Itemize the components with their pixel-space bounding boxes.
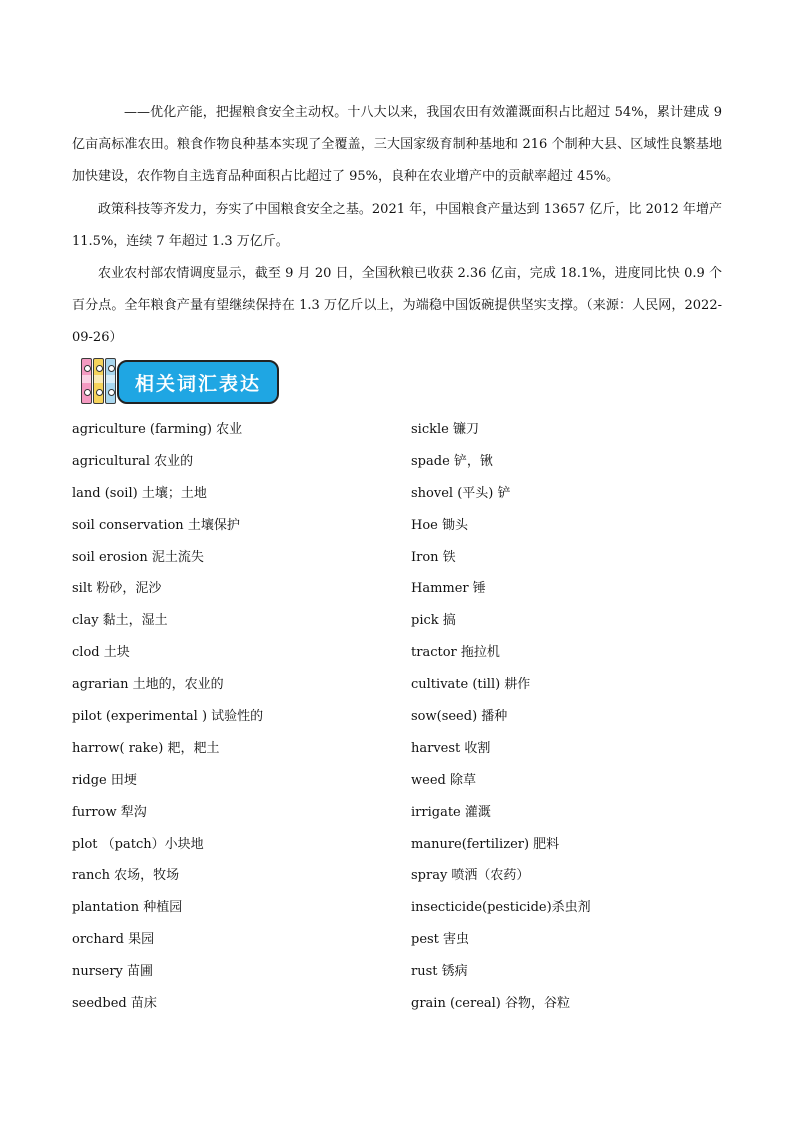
vocab-term: cultivate (till) 耕作: [411, 677, 531, 693]
vocab-term: ranch 农场，牧场: [72, 868, 180, 884]
vocab-term: agrarian 土地的，农业的: [72, 677, 224, 693]
paragraph-3: 农业农村部农情调度显示，截至 9 月 20 日，全国秋粮已收获 2.36 亿亩，完成 18.1%，进度同比快 0.9 个百分点。全年粮食产量有望继续保持在 1.3 万亿斤以上，为端稳中国饭碗提供坚实支撑。（来源：人民网，2022-09-26）: [72, 266, 722, 346]
vocab-term: soil conservation 土壤保护: [72, 517, 240, 533]
vocab-term: insecticide(pesticide)杀虫剂: [411, 900, 591, 916]
vocab-term: grain (cereal) 谷物，谷粒: [411, 996, 571, 1012]
article-body: [72, 97, 722, 355]
vocab-term: furrow 犁沟: [72, 804, 147, 820]
vocab-term: orchard 果园: [72, 932, 155, 948]
vocab-term: clod 土块: [72, 645, 130, 661]
binders-icon: [77, 358, 119, 406]
section-header: [77, 358, 281, 406]
vocab-term: agriculture (farming) 农业: [72, 422, 243, 437]
vocab-term: plot （patch）小块地: [72, 836, 204, 852]
paragraph-1: ——优化产能，把握粮食安全主动权。十八大以来，我国农田有效灌溉面积占比超过 54%，累计建成 9 亿亩高标准农田。粮食作物良种基本实现了全覆盖，三大国家级育制种基地和 216 个制种大县、区域性良繁基地加快建设，农作物自主选育品种面积占比超过了 95%，良种在农业增产中的贡献率超过 45%。: [72, 105, 722, 185]
vocab-term: pest 害虫: [411, 932, 470, 948]
paragraph-2: 政策科技等齐发力，夯实了中国粮食安全之基。2021 年，中国粮食产量达到 13657 亿斤，比 2012 年增产 11.5%，连续 7 年超过 1.3 万亿斤。: [72, 201, 722, 249]
vocab-term: land (soil) 土壤；土地: [72, 485, 207, 501]
vocab-term: manure(fertilizer) 肥料: [411, 836, 560, 852]
vocab-term: nursery 苗圃: [72, 964, 154, 980]
vocab-term: seedbed 苗床: [72, 996, 157, 1012]
vocab-term: clay 黏土，湿土: [72, 613, 168, 629]
vocab-term: sickle 镰刀: [411, 422, 479, 437]
vocab-term: Hammer 锤: [411, 581, 486, 597]
vocab-term: silt 粉砂，泥沙: [72, 581, 162, 597]
vocab-term: shovel (平头) 铲: [411, 485, 511, 501]
section-title-box: [117, 360, 279, 404]
vocab-list-right: [411, 414, 731, 1020]
vocab-term: Iron 铁: [411, 549, 456, 565]
vocab-term: pilot (experimental ) 试验性的: [72, 709, 264, 725]
vocab-term: spray 喷洒（农药）: [411, 868, 530, 884]
vocab-term: soil erosion 泥土流失: [72, 549, 204, 565]
vocab-term: sow(seed) 播种: [411, 709, 508, 725]
vocab-term: harvest 收割: [411, 740, 491, 756]
vocab-term: weed 除草: [411, 772, 476, 788]
vocab-term: spade 铲，锹: [411, 453, 493, 469]
vocab-term: irrigate 灌溉: [411, 804, 491, 820]
vocab-term: agricultural 农业的: [72, 453, 194, 469]
section-title: 相关词汇表达: [134, 372, 261, 395]
vocab-term: ridge 田埂: [72, 772, 137, 788]
vocab-term: Hoe 锄头: [411, 517, 468, 533]
vocab-term: tractor 拖拉机: [411, 645, 500, 661]
vocab-term: harrow( rake) 耙，耙土: [72, 740, 220, 756]
vocab-term: pick 搞: [411, 613, 456, 629]
vocab-list-left: [72, 414, 392, 1020]
vocab-term: plantation 种植园: [72, 900, 183, 916]
vocab-term: rust 锈病: [411, 964, 468, 980]
